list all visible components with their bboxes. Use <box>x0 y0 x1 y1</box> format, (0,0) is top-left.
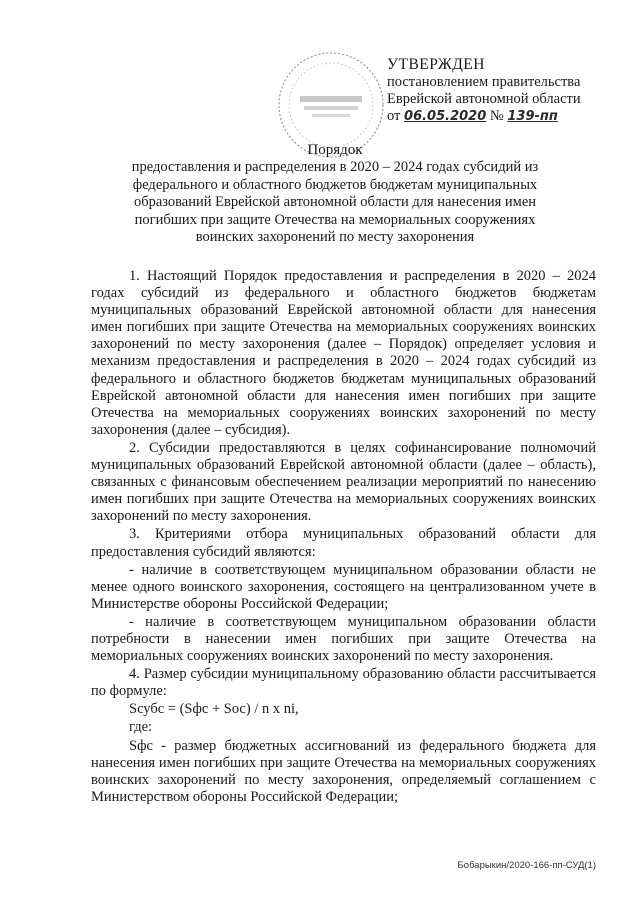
approval-number: 139-пп <box>507 109 558 124</box>
paragraph-1: 1. Настоящий Порядок предоставления и распределения в 2020 – 2024 годах субсидий из федерального и областного бюджетов бюджетам муниципальных образований Еврейской автономной области для нанесения имен погибших при защите Отечества на мемориальных сооружениях воинских захоронений по месту захоронения (далее – Порядок) определяет условия и механизм предоставления и распределения в 2020 – 2024 годах субсидий из федерального и областного бюджетов бюджетам муниципальных образований Еврейской автономной области для нанесения имен погибших при защите Отечества на мемориальных сооружениях воинских захоронений по месту захоронения (далее – субсидия). <box>91 268 596 438</box>
formula: Sсубс = (Sфс + Sос) / n x ni, <box>129 701 299 718</box>
title-text: предоставления и распределения в 2020 – 2024 годах субсидий из федерального и областного бюджетов бюджетам муниципальных образований Еврейской автономной области для нанесения имен погибших при защите Отечества на мемориальных сооружениях воинских захоронений по месту захоронения <box>131 159 539 246</box>
footer-reference: Бобарыкин/2020-166-пп-СУД(1) <box>457 860 596 871</box>
where-label: где: <box>129 719 153 736</box>
paragraph-4: 4. Размер субсидии муниципальному образованию области рассчитывается по формуле: <box>91 666 596 700</box>
paragraph-3: 3. Критериями отбора муниципальных образований области для предоставления субсидий являются: <box>91 526 596 560</box>
approval-line-2: Еврейской автономной области <box>387 91 581 107</box>
date-prefix: от <box>387 108 401 124</box>
number-prefix: № <box>489 108 504 124</box>
approval-date-line <box>387 108 632 125</box>
document-title <box>110 142 560 246</box>
approval-heading: УТВЕРЖДЕН <box>387 56 485 73</box>
paragraph-3a: - наличие в соответствующем муниципальном образовании области не менее одного воинского захоронения, состоящего на централизованном учете в Министерстве обороны Российской Федерации; <box>91 561 596 612</box>
paragraph-sfc: Sфс - размер бюджетных ассигнований из федерального бюджета для нанесения имен погибших при защите Отечества на мемориальных сооружениях воинских захоронений по месту захоронения, определяемый соглашением с Министерством обороны Российской Федерации; <box>91 737 596 805</box>
title-heading: Порядок <box>307 142 363 158</box>
paragraph-2: 2. Субсидии предоставляются в целях софинансирование полномочий муниципальных образований Еврейской автономной области (далее – область), связанных с финансовым обеспечением реализации мероприятий по нанесению имен погибших при защите Отечества на мемориальных сооружениях воинских захоронений по месту захоронения. <box>91 439 596 525</box>
approval-line-1: постановлением правительства <box>387 74 581 90</box>
paragraph-3b: - наличие в соответствующем муниципальном образовании области потребности в нанесении имен погибших при защите Отечества на мемориальных сооружениях воинских захоронений по месту захоронения. <box>91 613 596 665</box>
approval-date: 06.05.2020 <box>404 109 487 124</box>
document-body <box>91 268 596 807</box>
approval-block <box>387 56 632 125</box>
